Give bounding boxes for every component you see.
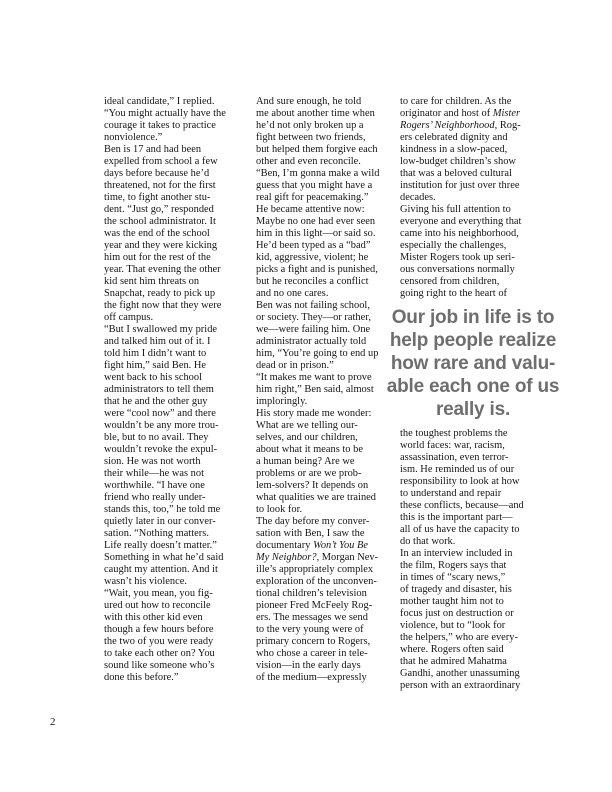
- text-line: focus just on destruction or: [400, 608, 514, 619]
- text-line: wouldn’t revoke the expul-: [104, 444, 218, 455]
- text-line: everyone and everything that: [400, 216, 522, 227]
- text-line: wouldn’t be any more trou-: [104, 420, 219, 431]
- text-line: other and even reconcile.: [256, 156, 361, 167]
- text-line: mother taught him not to: [400, 596, 504, 607]
- text-line: time, to fight another stu-: [104, 192, 211, 203]
- text-line: ble, but to no avail. They: [104, 432, 209, 443]
- text-line: the helpers,” who are every-: [400, 632, 518, 643]
- text-line: He’d been typed as a “bad”: [256, 240, 371, 251]
- text-line: And sure enough, he told: [256, 96, 362, 107]
- text-line: worthwhile. “I have one: [104, 480, 205, 491]
- page-number: 2: [50, 716, 56, 728]
- text-line: “It makes me want to prove: [256, 372, 372, 383]
- column-3-lower-text: [400, 428, 560, 692]
- text-line: where. Rogers often said: [400, 644, 504, 655]
- text-line: came into his neighborhood,: [400, 228, 519, 239]
- text-line: though a few hours before: [104, 624, 214, 635]
- text-line: caught my attention. And it: [104, 564, 218, 575]
- text-line: or society. They—or rather,: [256, 312, 371, 323]
- text-line: who chose a career in tele-: [256, 648, 368, 659]
- text-line: was the end of the school: [104, 228, 210, 239]
- text-line: ured out how to reconcile: [104, 600, 211, 611]
- text-line: documentary Won’t You Be: [256, 540, 368, 551]
- text-line: low-budget children’s show: [400, 156, 516, 167]
- text-line: guess that you might have a: [256, 180, 373, 191]
- text-line: sound like someone who’s: [104, 660, 215, 671]
- text-line: Gandhi, another unassuming: [400, 668, 520, 679]
- pull-quote: [374, 306, 572, 421]
- text-line: that he and the other guy: [104, 396, 208, 407]
- text-line: He became attentive now:: [256, 204, 365, 215]
- text-line: he’d not only broken up a: [256, 120, 364, 131]
- text-line: His story made me wonder:: [256, 408, 372, 419]
- text-line: responsibility to look at how: [400, 476, 520, 487]
- text-line: fight him,” said Ben. He: [104, 360, 207, 371]
- text-line: Ben was not failing school,: [256, 300, 370, 311]
- text-line: of tragedy and disaster, his: [400, 584, 512, 595]
- text-line: about what it means to be: [256, 444, 363, 455]
- text-line: problems or are we prob-: [256, 468, 362, 479]
- text-line: what qualities we are trained: [256, 492, 377, 503]
- text-line: the two of you were ready: [104, 636, 214, 647]
- text-line: their while—he was not: [104, 468, 204, 479]
- text-line: “But I swallowed my pride: [104, 324, 218, 335]
- text-line: Giving his full attention to: [400, 204, 511, 215]
- text-line: Life really doesn’t matter.”: [104, 540, 217, 551]
- text-line: especially the challenges,: [400, 240, 507, 251]
- text-line: off campus.: [104, 312, 154, 323]
- text-line: done this before.”: [104, 672, 179, 683]
- text-line: friend who really under-: [104, 492, 206, 503]
- text-line: fight between two friends,: [256, 132, 366, 143]
- text-line: going right to the heart of: [400, 288, 508, 299]
- text-line: ille’s appropriately complex: [256, 564, 374, 575]
- text-line: threatened, not for the first: [104, 180, 216, 191]
- text-line: Ben is 17 and had been: [104, 144, 202, 155]
- text-line: to care for children. As the: [400, 96, 512, 107]
- text-line: to the very young were of: [256, 624, 364, 635]
- text-line: censored from children,: [400, 276, 500, 287]
- text-line: real gift for peacemaking.”: [256, 192, 369, 203]
- text-line: Maybe no one had ever seen: [256, 216, 376, 227]
- text-line: kid sent him threats on: [104, 276, 200, 287]
- text-line: Something in what he’d said: [104, 552, 224, 563]
- text-line: picks a fight and is punished,: [256, 264, 378, 275]
- text-line: What are we telling our-: [256, 420, 358, 431]
- text-line: these conflicts, because—and: [400, 500, 524, 511]
- text-line: sion. He was not worth: [104, 456, 201, 467]
- text-line: dent. “Just go,” responded: [104, 204, 214, 215]
- text-line: all of us have the capacity to: [400, 524, 520, 535]
- text-line: him out for the rest of the: [104, 252, 211, 263]
- text-line: to understand and repair: [400, 488, 502, 499]
- text-line: sation. “Nothing matters.: [104, 528, 209, 539]
- text-line: kid, aggressive, violent; he: [256, 252, 369, 263]
- text-line: world faces: war, racism,: [400, 440, 505, 451]
- text-line: The day before my conver-: [256, 516, 370, 527]
- text-line: of the medium—expressly: [256, 672, 367, 683]
- text-line: stands this, too,” he told me: [104, 504, 221, 515]
- text-line: ism. He reminded us of our: [400, 464, 515, 475]
- text-line: the fight now that they were: [104, 300, 222, 311]
- text-line: pioneer Fred McFeely Rog-: [256, 600, 373, 611]
- text-line: selves, and our children,: [256, 432, 358, 443]
- text-line: imploringly.: [256, 396, 308, 407]
- text-line: we—were failing him. One: [256, 324, 371, 335]
- text-line: me about another time when: [256, 108, 375, 119]
- text-line: went back to his school: [104, 372, 202, 383]
- text-line: to look for.: [256, 504, 303, 515]
- text-line: quietly later in our conver-: [104, 516, 216, 527]
- text-line: assassination, even terror-: [400, 452, 509, 463]
- text-line: were “cool now” and there: [104, 408, 216, 419]
- column-3-upper-text: [400, 96, 560, 300]
- text-line: that he admired Mahatma: [400, 656, 507, 667]
- text-line: with this other kid even: [104, 612, 203, 623]
- text-line: him right,” Ben said, almost: [256, 384, 374, 395]
- text-line: help people realize: [389, 330, 557, 351]
- text-line: that was a beloved cultural: [400, 168, 512, 179]
- text-line: him in this light—or said so.: [256, 228, 376, 239]
- text-line: lem-solvers? It depends on: [256, 480, 369, 491]
- text-line: nonviolence.”: [104, 132, 163, 143]
- text-line: administrators to tell them: [104, 384, 214, 395]
- text-line: year and they were kicking: [104, 240, 218, 251]
- text-line: Our job in life is to: [391, 307, 555, 328]
- text-line: how rare and valu-: [390, 353, 556, 374]
- text-line: kindness in a slow-paced,: [400, 144, 508, 155]
- text-line: the toughest problems the: [400, 428, 508, 439]
- text-line: institution for just over three: [400, 180, 520, 191]
- text-line: exploration of the unconven-: [256, 576, 377, 587]
- text-line: primary concern to Rogers,: [256, 636, 371, 647]
- text-line: do that work.: [400, 536, 456, 547]
- text-column-3: [386, 96, 560, 692]
- text-line: ous conversations normally: [400, 264, 515, 275]
- text-line: “You might actually have the: [104, 108, 226, 119]
- text-line: person with an extraordinary: [400, 680, 521, 691]
- text-line: Mister Rogers took up seri-: [400, 252, 515, 263]
- text-line: ideal candidate,” I replied.: [104, 96, 215, 107]
- text-line: this is the important part—: [400, 512, 513, 523]
- text-line: the school administrator. It: [104, 216, 216, 227]
- text-line: tional children’s television: [256, 588, 367, 599]
- text-line: decades.: [400, 192, 436, 203]
- text-line: days before because he’d: [104, 168, 210, 179]
- text-line: year. That evening the other: [104, 264, 221, 275]
- text-line: told him I didn’t want to: [104, 348, 207, 359]
- text-line: originator and host of Mister: [400, 108, 521, 119]
- text-line: My Neighbor?, Morgan Nev-: [256, 552, 379, 563]
- text-line: wasn’t his violence.: [104, 576, 188, 587]
- text-line: able each one of us: [386, 376, 560, 397]
- text-line: really is.: [435, 399, 511, 420]
- text-line: administrator actually told: [256, 336, 367, 347]
- text-line: and no one cares.: [256, 288, 329, 299]
- text-line: him, “You’re going to end up: [256, 348, 379, 359]
- text-line: but helped them forgive each: [256, 144, 378, 155]
- text-line: courage it takes to practice: [104, 120, 216, 131]
- text-line: ers celebrated dignity and: [400, 132, 508, 143]
- text-line: to take each other on? You: [104, 648, 215, 659]
- text-line: vision—in the early days: [256, 660, 361, 671]
- text-line: “Ben, I’m gonna make a wild: [256, 168, 380, 179]
- text-line: Rogers’ Neighborhood, Rog-: [400, 120, 521, 131]
- text-line: a human being? Are we: [256, 456, 355, 467]
- text-line: Snapchat, ready to pick up: [104, 288, 216, 299]
- text-line: ers. The messages we send: [256, 612, 368, 623]
- text-line: expelled from school a few: [104, 156, 218, 167]
- text-line: and talked him out of it. I: [104, 336, 211, 347]
- text-column-1: [104, 96, 252, 684]
- text-line: the film, Rogers says that: [400, 560, 507, 571]
- text-line: dead or in prison.”: [256, 360, 334, 371]
- text-line: but he reconciles a conflict: [256, 276, 369, 287]
- text-line: in times of “scary news,”: [400, 572, 506, 583]
- text-line: “Wait, you mean, you fig-: [104, 588, 213, 599]
- text-line: In an interview included in: [400, 548, 513, 559]
- text-line: sation with Ben, I saw the: [256, 528, 365, 539]
- text-line: violence, but to “look for: [400, 620, 506, 631]
